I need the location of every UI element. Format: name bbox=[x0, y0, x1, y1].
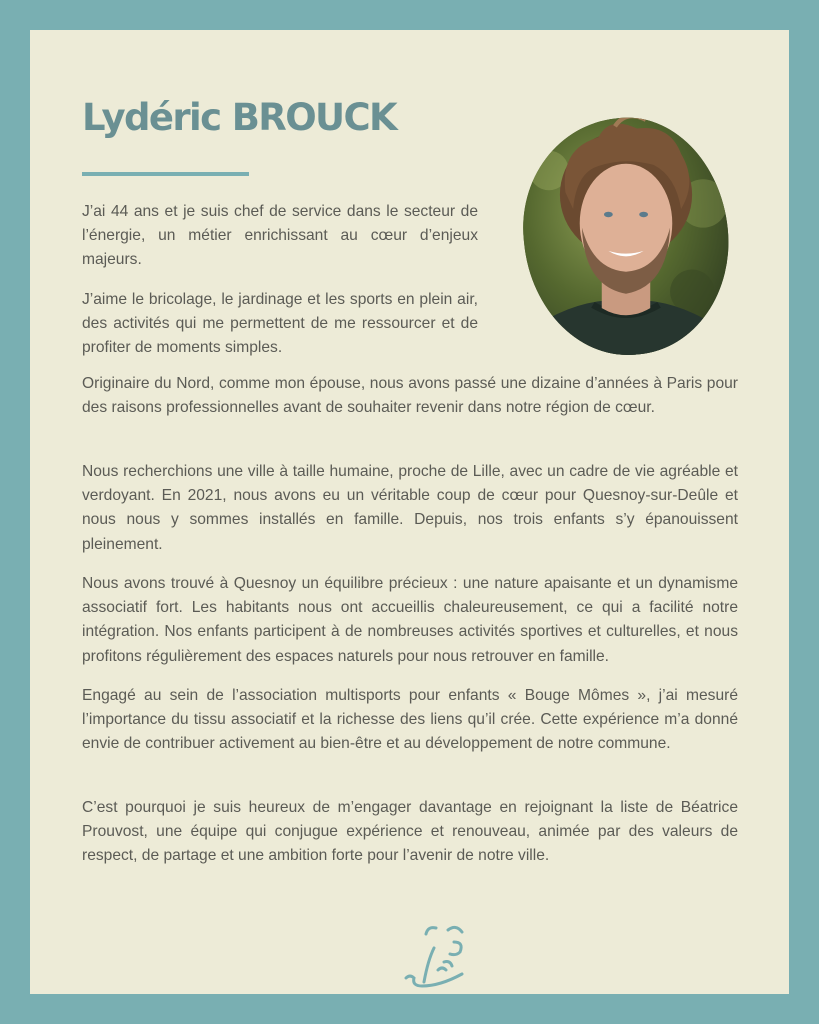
bio-paragraph-3: Originaire du Nord, comme mon épouse, nous avons passé une dizaine d’années à Paris pour des raisons professionnelles avant de souhaiter revenir dans notre région de cœur. bbox=[82, 375, 738, 417]
bio-paragraph-6: Engagé au sein de l’association multisports pour enfants « Bouge Mômes », j’ai mesuré l’importance du tissu associatif et la richesse des liens qu’il crée. Cette expérience m’a donné envie de contribuer activement au bien-être et au développement de notre commune. bbox=[82, 687, 738, 753]
title-underline-divider bbox=[82, 172, 249, 176]
bio-paragraph-4: Nous recherchions une ville à taille humaine, proche de Lille, avec un cadre de vie agréable et verdoyant. En 2021, nous avons eu un véritable coup de cœur pour Quesnoy-sur-Deûle et nous nous y sommes installés en famille. Depuis, nos trois enfants s’y épanouissent pleinement. bbox=[82, 463, 738, 553]
portrait-illustration bbox=[516, 109, 736, 365]
profile-photo bbox=[512, 108, 740, 365]
profile-card bbox=[30, 30, 789, 994]
bio-paragraph-1: J’ai 44 ans et je suis chef de service dans le secteur de l’énergie, un métier enrichissant au cœur d’enjeux majeurs. bbox=[82, 203, 478, 269]
bio-paragraph-2: J’aime le bricolage, le jardinage et les sports en plein air, des activités qui me permettent de me ressourcer et de profiter de moments simples. bbox=[82, 291, 478, 357]
bio-paragraph-7: C’est pourquoi je suis heureux de m’engager davantage en rejoignant la liste de Béatrice Prouvost, une équipe qui conjugue expérience et renouveau, animée par des valeurs de respect, de partage et une ambition forte pour l’avenir de notre ville. bbox=[82, 799, 738, 865]
profile-name: Lydéric BROUCK bbox=[82, 96, 397, 139]
bio-paragraph-5: Nous avons trouvé à Quesnoy un équilibre précieux : une nature apaisante et un dynamisme associatif fort. Les habitants nous ont accueillis chaleureusement, ce qui a facilité notre intégration. Nos enfants participent à de nombreuses activités sportives et culturelles, et nous profitons régulièrement des espaces naturels pour nous retrouver en famille. bbox=[82, 575, 738, 665]
brush-stroke-logo-icon bbox=[404, 920, 474, 992]
